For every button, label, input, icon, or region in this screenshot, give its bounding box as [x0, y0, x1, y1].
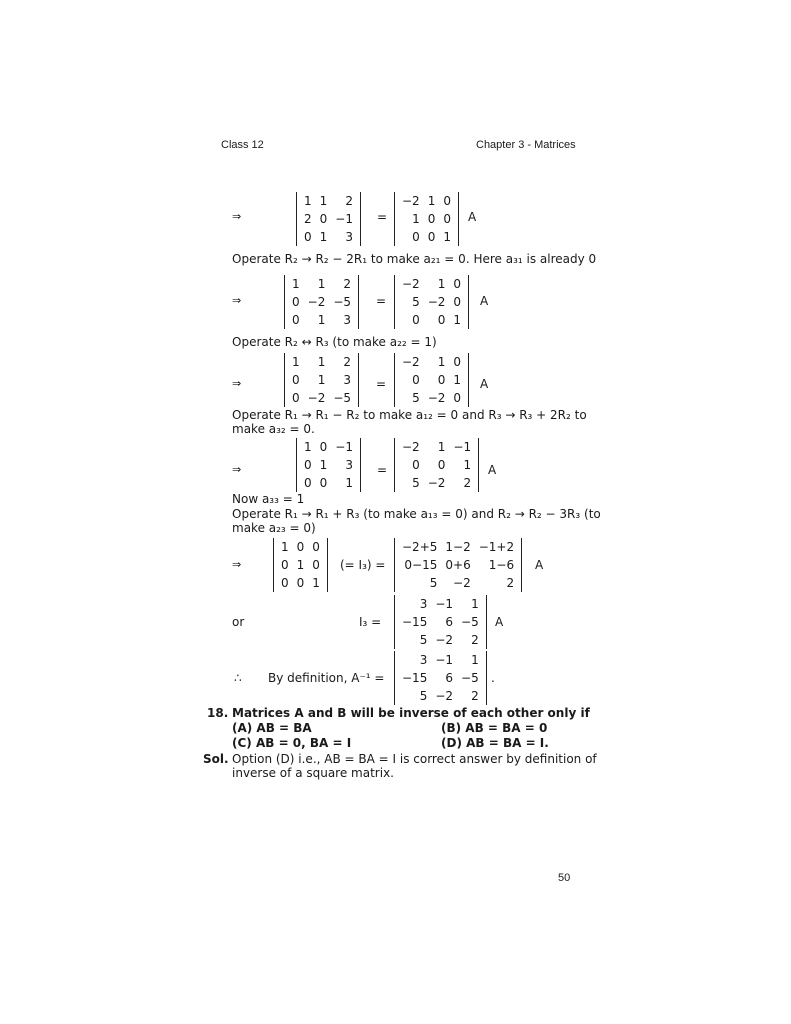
- matrix-cell: 0: [443, 194, 451, 208]
- matrix-cell: −2+5: [402, 540, 438, 554]
- matrix-table: [288, 353, 355, 407]
- matrix-cell: 1: [437, 440, 446, 454]
- matrix-cell: 0: [304, 230, 312, 244]
- option-b: (B) AB = BA = 0: [441, 721, 548, 735]
- matrix-table: [277, 538, 324, 592]
- matrix-cell: −15: [402, 671, 428, 685]
- matrix-cell: 1: [296, 558, 305, 572]
- implies-symbol: ⇒: [232, 294, 242, 307]
- matrix-cell: 2: [345, 194, 353, 208]
- matrix-cell: 1: [437, 277, 446, 291]
- matrix-row: [300, 456, 357, 474]
- matrix-cell: −2: [435, 633, 454, 647]
- final-period: .: [491, 671, 495, 685]
- implies-symbol: ⇒: [232, 463, 242, 476]
- implies-symbol: ⇒: [232, 558, 242, 571]
- matrix-row: [398, 438, 475, 456]
- matrix-cell: 0: [319, 440, 328, 454]
- matrix-cell: 0: [281, 558, 289, 572]
- operation-step4-line1: Operate R₁ → R₁ + R₃ (to make a₁₃ = 0) and R₂ → R₂ − 3R₃ (to: [232, 507, 601, 521]
- matrix-row: [398, 595, 483, 613]
- matrix-cell: 0: [453, 355, 462, 369]
- matrix-cell: −2: [427, 476, 446, 490]
- matrix-row: [288, 371, 355, 389]
- matrix-row: [277, 538, 324, 556]
- matrix-row: [398, 631, 483, 649]
- matrix-A-label: A: [480, 294, 489, 308]
- matrix-row: [398, 228, 455, 246]
- matrix-cell: −2: [402, 440, 420, 454]
- matrix-cell: 1: [317, 373, 326, 387]
- matrix-cell: 1: [317, 313, 326, 327]
- matrix-row: [398, 456, 475, 474]
- matrix-cell: 3: [419, 597, 428, 611]
- matrix-cell: 3: [345, 458, 353, 472]
- matrix-cell: 2: [343, 277, 352, 291]
- matrix-cell: 0: [412, 373, 420, 387]
- matrix-cell: 0: [427, 230, 436, 244]
- matrix-cell: 0: [412, 230, 420, 244]
- therefore-symbol: ∴: [234, 671, 242, 685]
- matrix-cell: 0: [319, 476, 328, 490]
- question-text: Matrices A and B will be inverse of each other only if: [232, 706, 590, 720]
- matrix-cell: 1: [471, 653, 479, 667]
- matrix-A-label: A: [535, 558, 544, 572]
- matrix-A-label: A: [495, 615, 504, 629]
- matrix-cell: −2: [402, 355, 420, 369]
- page-number: 50: [558, 872, 571, 884]
- matrix-step6-right: [394, 595, 487, 649]
- matrix-cell: 0: [437, 458, 446, 472]
- matrix-cell: 0: [292, 313, 300, 327]
- matrix-cell: 0+6: [445, 558, 471, 572]
- header-class: Class 12: [221, 139, 264, 151]
- matrix-table: [398, 595, 483, 649]
- matrix-table: [398, 438, 475, 492]
- by-definition-label: By definition, A⁻¹ =: [268, 671, 385, 685]
- equals-sign: =: [377, 210, 388, 224]
- equals-sign: =: [376, 294, 387, 308]
- matrix-cell: 2: [304, 212, 312, 226]
- matrix-cell: 5: [419, 633, 428, 647]
- matrix-cell: 2: [471, 689, 479, 703]
- matrix-cell: −15: [402, 615, 428, 629]
- solution-label: Sol.: [203, 752, 229, 766]
- matrix-cell: 0: [437, 313, 446, 327]
- matrix-cell: 1: [319, 230, 328, 244]
- matrix-cell: −5: [461, 615, 479, 629]
- matrix-cell: 0: [453, 295, 462, 309]
- matrix-cell: −5: [333, 295, 352, 309]
- matrix-cell: 5: [412, 476, 420, 490]
- operation-step3-line2: make a₃₂ = 0.: [232, 422, 315, 436]
- matrix-row: [300, 192, 357, 210]
- option-d: (D) AB = BA = I.: [441, 736, 549, 750]
- matrix-cell: 5: [429, 576, 438, 590]
- operation-step1: Operate R₂ → R₂ − 2R₁ to make a₂₁ = 0. Here a₃₁ is already 0: [232, 252, 597, 266]
- matrix-cell: −1+2: [478, 540, 515, 554]
- matrix-table: [398, 538, 518, 592]
- matrix-cell: 2: [343, 355, 352, 369]
- matrix-cell: 1: [317, 277, 326, 291]
- matrix-row: [277, 574, 324, 592]
- matrix-table: [300, 438, 357, 492]
- implies-symbol: ⇒: [232, 377, 242, 390]
- matrix-cell: −1: [453, 440, 472, 454]
- operation-step3-line1: Operate R₁ → R₁ − R₂ to make a₁₂ = 0 and R₃ → R₃ + 2R₂ to: [232, 408, 587, 422]
- matrix-cell: 1: [412, 212, 420, 226]
- matrix-cell: −2: [427, 295, 446, 309]
- matrix-row: [398, 210, 455, 228]
- operation-step2: Operate R₂ ↔ R₃ (to make a₂₂ = 1): [232, 335, 437, 349]
- matrix-cell: 3: [345, 230, 353, 244]
- solution-line1: Option (D) i.e., AB = BA = I is correct answer by definition of: [232, 752, 597, 766]
- matrix-cell: 1: [437, 355, 446, 369]
- matrix-cell: 0: [412, 313, 420, 327]
- solution-line2: inverse of a square matrix.: [232, 766, 394, 780]
- matrix-cell: 0: [437, 373, 446, 387]
- matrix-row: [398, 538, 518, 556]
- matrix-cell: 1: [304, 194, 312, 208]
- matrix-cell: 2: [471, 633, 479, 647]
- matrix-cell: 1: [292, 355, 300, 369]
- matrix-cell: −1: [435, 653, 454, 667]
- equals-sign: =: [376, 377, 387, 391]
- matrix-cell: 0: [292, 391, 300, 405]
- matrix-cell: 1: [345, 476, 353, 490]
- matrix-cell: 2: [506, 576, 515, 590]
- matrix-cell: 1: [427, 194, 436, 208]
- matrix-row: [398, 293, 465, 311]
- matrix-row: [398, 275, 465, 293]
- matrix-row: [398, 389, 465, 407]
- matrix-cell: 5: [412, 295, 420, 309]
- matrix-cell: 0: [443, 212, 451, 226]
- matrix-cell: 1: [471, 597, 479, 611]
- matrix-cell: 1: [281, 540, 289, 554]
- matrix-cell: 1: [292, 277, 300, 291]
- matrix-step4-left: [296, 438, 361, 492]
- matrix-cell: 0: [427, 212, 436, 226]
- matrix-cell: 0: [304, 458, 312, 472]
- matrix-inverse: [394, 651, 487, 705]
- operation-step4-line2: make a₂₃ = 0): [232, 521, 316, 535]
- matrix-row: [398, 192, 455, 210]
- matrix-table: [300, 192, 357, 246]
- matrix-cell: 0: [453, 277, 462, 291]
- matrix-row: [277, 556, 324, 574]
- matrix-step3-right: [394, 353, 469, 407]
- matrix-cell: 3: [419, 653, 428, 667]
- matrix-row: [398, 687, 483, 705]
- matrix-step5-right: [394, 538, 522, 592]
- matrix-row: [398, 474, 475, 492]
- matrix-row: [300, 438, 357, 456]
- matrix-cell: 0: [292, 295, 300, 309]
- matrix-cell: −2: [402, 194, 420, 208]
- matrix-cell: 1: [319, 458, 328, 472]
- matrix-cell: 1: [312, 576, 320, 590]
- matrix-cell: 0: [292, 373, 300, 387]
- matrix-row: [398, 669, 483, 687]
- matrix-cell: 0: [296, 576, 305, 590]
- matrix-table: [398, 353, 465, 407]
- matrix-cell: −5: [461, 671, 479, 685]
- implies-symbol: ⇒: [232, 210, 242, 223]
- matrix-step5-identity: [273, 538, 328, 592]
- matrix-cell: −1: [335, 212, 353, 226]
- matrix-cell: 1: [453, 313, 462, 327]
- matrix-cell: 0: [304, 476, 312, 490]
- matrix-row: [300, 210, 357, 228]
- matrix-cell: 1: [463, 458, 472, 472]
- matrix-row: [288, 311, 355, 329]
- matrix-cell: 0−15: [404, 558, 438, 572]
- matrix-row: [288, 353, 355, 371]
- matrix-cell: −2: [453, 576, 471, 590]
- matrix-step1-right: [394, 192, 459, 246]
- matrix-step3-left: [284, 353, 359, 407]
- matrix-cell: 0: [296, 540, 305, 554]
- matrix-cell: 5: [412, 391, 420, 405]
- matrix-cell: 6: [445, 671, 454, 685]
- matrix-row: [288, 389, 355, 407]
- matrix-cell: 1−6: [488, 558, 515, 572]
- matrix-cell: −2: [402, 277, 420, 291]
- matrix-cell: 5: [419, 689, 428, 703]
- matrix-cell: −2: [307, 391, 326, 405]
- matrix-cell: −2: [427, 391, 446, 405]
- matrix-row: [300, 474, 357, 492]
- matrix-table: [398, 651, 483, 705]
- matrix-step4-right: [394, 438, 479, 492]
- matrix-table: [288, 275, 355, 329]
- identity-equals: (= I₃) =: [340, 558, 386, 572]
- matrix-row: [398, 353, 465, 371]
- matrix-cell: 0: [312, 540, 320, 554]
- matrix-cell: 1: [304, 440, 312, 454]
- matrix-step2-right: [394, 275, 469, 329]
- matrix-row: [398, 574, 518, 592]
- matrix-cell: −5: [333, 391, 352, 405]
- matrix-cell: 0: [453, 391, 462, 405]
- matrix-cell: 3: [343, 373, 352, 387]
- matrix-row: [398, 651, 483, 669]
- matrix-table: [398, 192, 455, 246]
- matrix-cell: −2: [435, 689, 454, 703]
- matrix-A-label: A: [468, 210, 477, 224]
- matrix-A-label: A: [480, 377, 489, 391]
- question-number: 18.: [207, 706, 229, 720]
- matrix-cell: 0: [281, 576, 289, 590]
- matrix-cell: 1−2: [445, 540, 471, 554]
- or-label: or: [232, 615, 245, 629]
- matrix-step1-left: [296, 192, 361, 246]
- matrix-cell: −1: [435, 597, 454, 611]
- matrix-cell: 0: [319, 212, 328, 226]
- equals-sign: =: [377, 463, 388, 477]
- matrix-row: [288, 275, 355, 293]
- matrix-cell: −2: [307, 295, 326, 309]
- matrix-cell: 2: [463, 476, 472, 490]
- note-a33: Now a₃₃ = 1: [232, 492, 305, 506]
- identity-I3-equals: I₃ =: [359, 615, 382, 629]
- matrix-step2-left: [284, 275, 359, 329]
- matrix-cell: 1: [453, 373, 462, 387]
- matrix-cell: 1: [319, 194, 328, 208]
- matrix-row: [398, 311, 465, 329]
- matrix-cell: 0: [312, 558, 320, 572]
- matrix-cell: −1: [335, 440, 353, 454]
- option-c: (C) AB = 0, BA = I: [232, 736, 352, 750]
- option-a: (A) AB = BA: [232, 721, 312, 735]
- matrix-cell: 1: [443, 230, 451, 244]
- matrix-row: [288, 293, 355, 311]
- matrix-row: [398, 371, 465, 389]
- matrix-table: [398, 275, 465, 329]
- header-chapter: Chapter 3 - Matrices: [476, 139, 576, 151]
- matrix-cell: 1: [317, 355, 326, 369]
- matrix-cell: 0: [412, 458, 420, 472]
- matrix-row: [398, 556, 518, 574]
- matrix-row: [398, 613, 483, 631]
- matrix-row: [300, 228, 357, 246]
- matrix-cell: 3: [343, 313, 352, 327]
- matrix-cell: 6: [445, 615, 454, 629]
- matrix-A-label: A: [488, 463, 497, 477]
